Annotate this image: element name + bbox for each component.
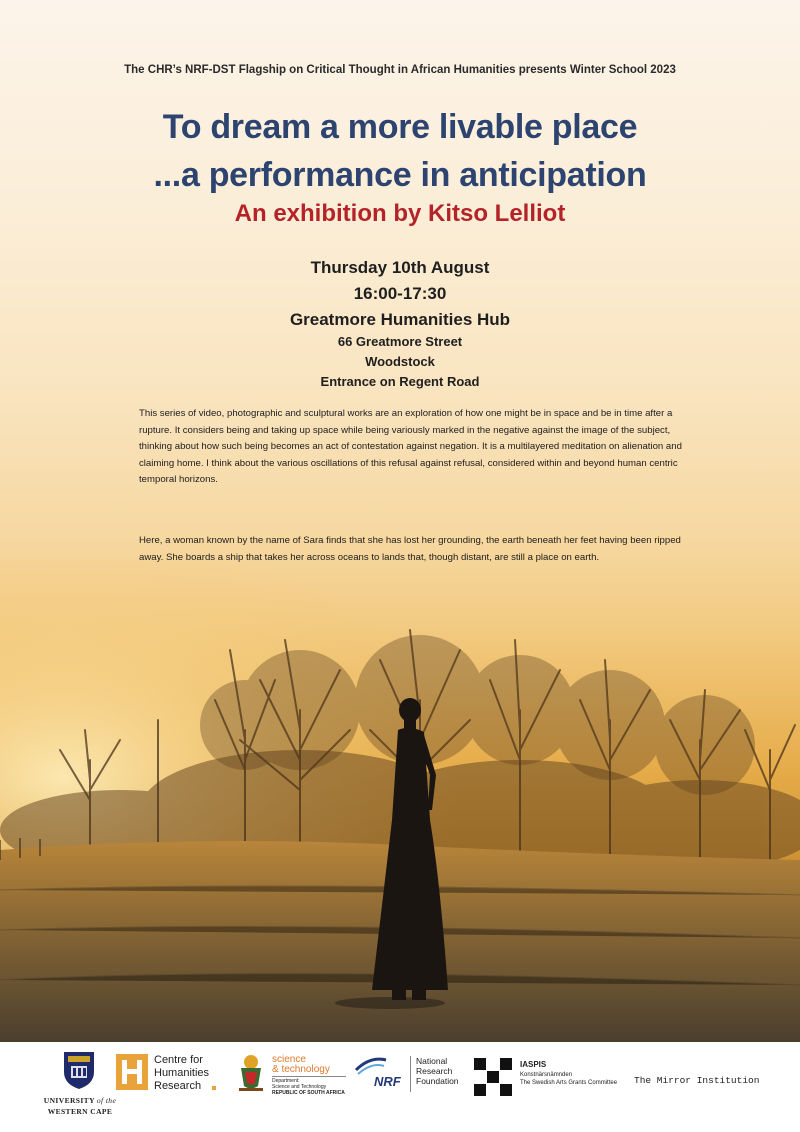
event-address-street: 66 Greatmore Street [337,334,463,349]
university-crest-icon [62,1050,96,1090]
iaspis-line1: Konstnärsnämnden [520,1072,573,1078]
uwc-logo [43,1048,122,1128]
uwc-line1: UNIVERSITY [43,1096,95,1105]
event-date: Thursday 10th August [310,258,490,277]
dst-dept-2: Science and Technology [272,1084,327,1090]
intro-text: The CHR’s NRF-DST Flagship on Critical Thought in African Humanities presents Winter School 2023 [124,64,676,76]
event-address-suburb: Woodstock [365,354,435,369]
event-venue: Greatmore Humanities Hub [289,310,511,329]
dst-logo [236,1054,348,1104]
mirror-institution-logo: The Mirror Institution [634,1075,760,1086]
sa-coat-of-arms-icon [236,1054,266,1092]
chr-line3: Research [154,1080,202,1092]
iaspis-line2: The Swedish Arts Grants Committee [520,1080,618,1086]
uwc-line1-italic: of the [96,1096,117,1105]
dst-dept-1: Department: [272,1078,300,1084]
nrf-line2: Research [416,1066,453,1076]
event-time: 16:00-17:30 [353,284,447,303]
title-line-1: To dream a more livable place [162,108,638,146]
subtitle: An exhibition by Kitso Lelliot [234,200,566,227]
chr-logo [116,1054,226,1104]
nrf-logo [354,1054,464,1104]
chr-line2: Humanities [154,1067,210,1079]
nrf-line3: Foundation [416,1076,459,1086]
iaspis-name: IASPIS [520,1060,547,1069]
chr-logo-icon [116,1054,148,1090]
dst-dept-3: REPUBLIC OF SOUTH AFRICA [272,1090,345,1096]
nrf-line1: National [416,1056,448,1066]
dst-name-2: & technology [272,1064,330,1075]
chr-line1: Centre for [154,1054,203,1066]
nrf-mark: NRF [374,1074,401,1089]
landscape-photo [0,560,800,1042]
description-paragraph: Here, a woman known by the name of Sara finds that she has lost her grounding, the earth beneath her feet having been ripped away. She boards a ship that takes her across oceans to lands that, though distant, are still a place on earth. [139,535,681,563]
dst-name-1: science [272,1054,306,1065]
description-paragraph: This series of video, photographic and sculptural works are an exploration of how one might be in space and be in time after a rupture. It considers being and taking up space while being variously marked in the negative against the image of the subject, thinking about how such being becomes an act of contestation against negation. It is a multilayered meditation on alienation and claiming home. I think about the various oscillations of this refusal against refusal, considered within and beyond human centric temporal horizons. [139,408,682,486]
dst-divider [272,1076,346,1077]
nrf-divider [410,1056,411,1092]
iaspis-logo [474,1058,624,1098]
event-address-entrance: Entrance on Regent Road [320,374,480,389]
title-line-2: ...a performance in anticipation [153,156,647,194]
uwc-line2: WESTERN CAPE [47,1107,113,1116]
logo-footer [0,1042,800,1132]
chr-dot [212,1086,216,1090]
iaspis-logo-icon [474,1058,512,1096]
